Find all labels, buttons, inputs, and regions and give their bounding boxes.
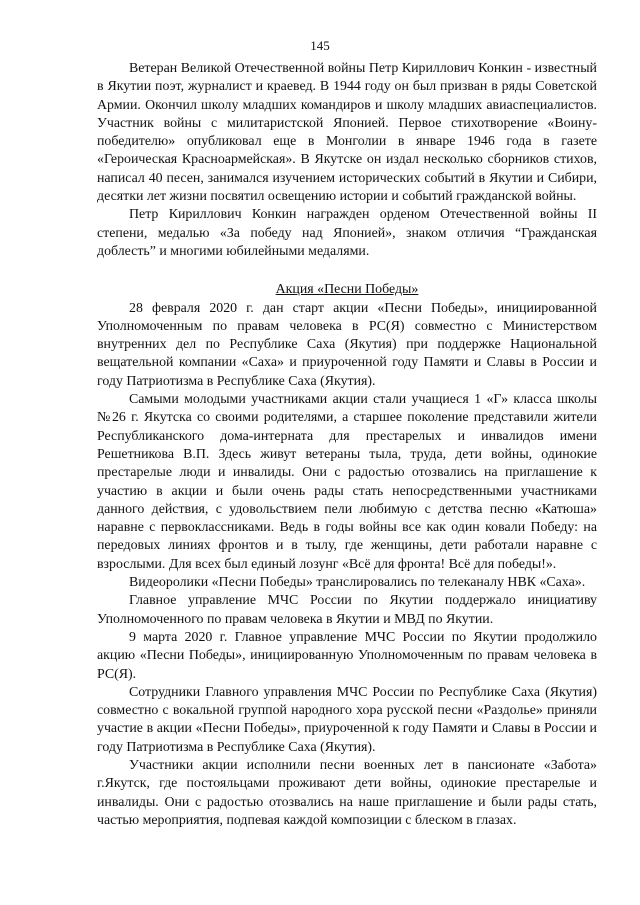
paragraph: Ветеран Великой Отечественной войны Петр Кириллович Конкин - известный в Якутии поэт, журналист и краевед. В 1944 году он был призван в ряды Советской Армии. Окончил школу младших командиров и школу младших авиаспециалистов. Участник войны с милитаристской Японией. Первое стихотворение «Воину-победителю» опубликовал еще в Монголии в январе 1946 года в газете «Героическая Красноармейская». В Якутске он издал несколько сборников стихов, написал 40 песен, занимался изучением исторических событий в Якутии и Сибири, десятки лет жизни посвятил освещению истории и событий гражданской войны. (97, 61, 597, 205)
paragraph: 9 марта 2020 г. Главное управление МЧС России по Якутии продолжило акцию «Песни Победы», инициированную Уполномоченным по правам человека в РС(Я). (97, 629, 597, 682)
page-number: 145 (310, 38, 330, 53)
section-title: Акция «Песни Победы» (275, 282, 419, 298)
page-content (97, 60, 597, 830)
paragraph: Самыми молодыми участниками акции стали учащиеся 1 «Г» класса школы №26 г. Якутска со своими родителями, а старшее поколение представили жители Республиканского дома-интерната для престарелых и инвалидов имени Решетникова В.П. Здесь живут ветераны тыла, труда, дети войны, одинокие престарелые люди и инвалиды. Они с радостью отозвались на приглашение к участию в акции и были очень рады стать непосредственными участниками данного действия, с удовольствием пели любимую с детства песню «Катюша» наравне с первоклассниками. Ведь в годы войны все как один ковали Победу: на передовых линиях фронтов и в тылу, где женщины, дети работали наравне с взрослыми. Для всех был единый лозунг «Всё для фронта! Всё для победы!». (97, 392, 597, 572)
paragraph: Главное управление МЧС России по Якутии поддержало инициативу Уполномоченного по правам человека в Якутии и МВД по Якутии. (97, 593, 597, 627)
paragraph: 28 февраля 2020 г. дан старт акции «Песни Победы», инициированной Уполномоченным по правам человека в РС(Я) совместно с Министерством внутренних дел по Республике Саха (Якутия) при поддержке Национальной вещательной компании «Саха» и приуроченной году Памяти и Славы в России и году Патриотизма в Республике Саха (Якутия). (97, 300, 597, 389)
paragraph: Видеоролики «Песни Победы» транслировались по телеканалу НВК «Саха». (129, 575, 586, 591)
paragraph: Участники акции исполнили песни военных лет в пансионате «Забота» г.Якутск, где постояльцами проживают дети войны, одинокие престарелые и инвалиды. Они с радостью отозвались на наше приглашение и были рады стать, частью мероприятия, подпевая каждой композиции с блеском в глазах. (97, 757, 597, 828)
paragraph: Петр Кириллович Конкин награжден орденом Отечественной войны II степени, медалью «За победу над Японией», знаком отличия “Гражданская доблесть” и многими юбилейными медалями. (97, 207, 597, 259)
paragraph: Сотрудники Главного управления МЧС России по Республике Саха (Якутия) совместно с вокальной группой народного хора русской песни «Раздолье» приняли участие в акции «Песни Победы», приуроченной к году Памяти и Славы в России и году Патриотизма в Республике Саха (Якутия). (97, 684, 597, 755)
